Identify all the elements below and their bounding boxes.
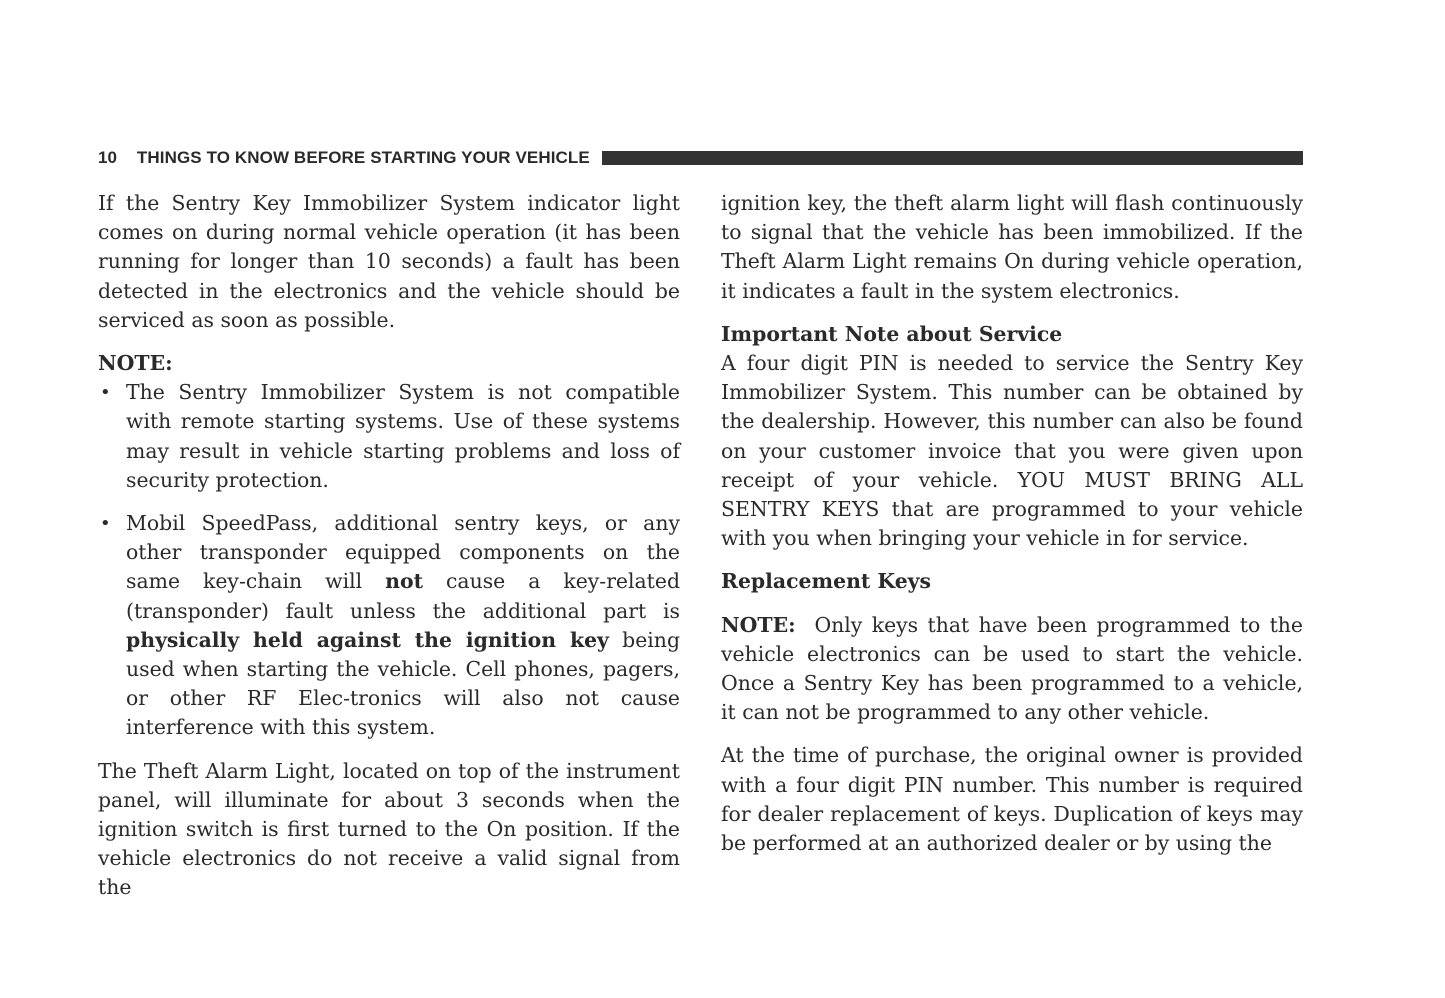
page-header	[98, 147, 1303, 169]
heading-important-note: Important Note about Service	[721, 321, 1063, 346]
paragraph-indicator-light: If the Sentry Key Immobilizer System indicator light comes on during normal vehicle operation (it has been running for longer than 10 seconds) a fault has been detected in the electronics and the vehicle should be serviced as soon as possible.	[98, 191, 680, 332]
paragraph-service-pin: A four digit PIN is needed to service the Sentry Key Immobilizer System. This number can be obtained by the dealership. However, this number can also be found on your customer invoice that you were given upon receipt of your vehicle. YOU MUST BRING ALL SENTRY KEYS that are programmed to your vehicle with you when bringing your vehicle in for service.	[721, 351, 1303, 551]
header-rule	[602, 151, 1303, 165]
note-label: NOTE:	[721, 612, 796, 637]
bullet-icon: •	[100, 382, 111, 404]
paragraph-purchase-pin: At the time of purchase, the original owner is provided with a four digit PIN number. This number is required for dealer replacement of keys. Duplication of keys may be performed at an authorized dealer or by using the	[721, 743, 1303, 856]
section-title: THINGS TO KNOW BEFORE STARTING YOUR VEHICLE	[136, 148, 590, 167]
right-column	[721, 189, 1303, 872]
emphasis-text: not	[385, 569, 424, 594]
note-text: Only keys that have been programmed to the vehicle electronics can be used to start the vehicle. Once a Sentry Key has been programmed to a vehicle, it can not be programmed to any other vehicle.	[721, 612, 1303, 725]
note-list	[98, 378, 680, 742]
note-bullet-text-part: cause a key-related (transponder) fault unless the additional part is	[126, 569, 680, 623]
note-bullet-text: The Sentry Immobilizer System is not compatible with remote starting systems. Use of these systems may result in vehicle starting problems and loss of security protection.	[126, 380, 680, 492]
list-item	[98, 509, 680, 743]
left-column	[98, 189, 680, 917]
note-bullet-text-part: being used when starting the vehicle. Cell phones, pagers, or other RF Elec-tronics will also not cause interference with this system.	[126, 627, 680, 740]
paragraph-ignition-key: ignition key, the theft alarm light will flash continuously to signal that the vehicle has been immobilized. If the Theft Alarm Light remains On during vehicle operation, it indicates a fault in the system electronics.	[721, 191, 1303, 303]
note-label: NOTE:	[98, 351, 173, 376]
bullet-icon: •	[100, 513, 111, 535]
note-bullet-text-part: Mobil SpeedPass, additional sentry keys, or any other transponder equipped components on the same key-chain will	[126, 511, 680, 594]
paragraph-theft-alarm-light: The Theft Alarm Light, located on top of the instrument panel, will illuminate for about 3 seconds when the ignition switch is first turned to the On position. If the vehicle electronics do not receive a valid signal from the	[98, 758, 680, 900]
heading-replacement-keys: Replacement Keys	[721, 569, 931, 594]
list-item	[98, 378, 680, 495]
page-number: 10	[98, 148, 117, 167]
emphasis-text: physically held against the ignition key	[126, 627, 609, 652]
paragraph-replacement-note	[721, 611, 1303, 728]
